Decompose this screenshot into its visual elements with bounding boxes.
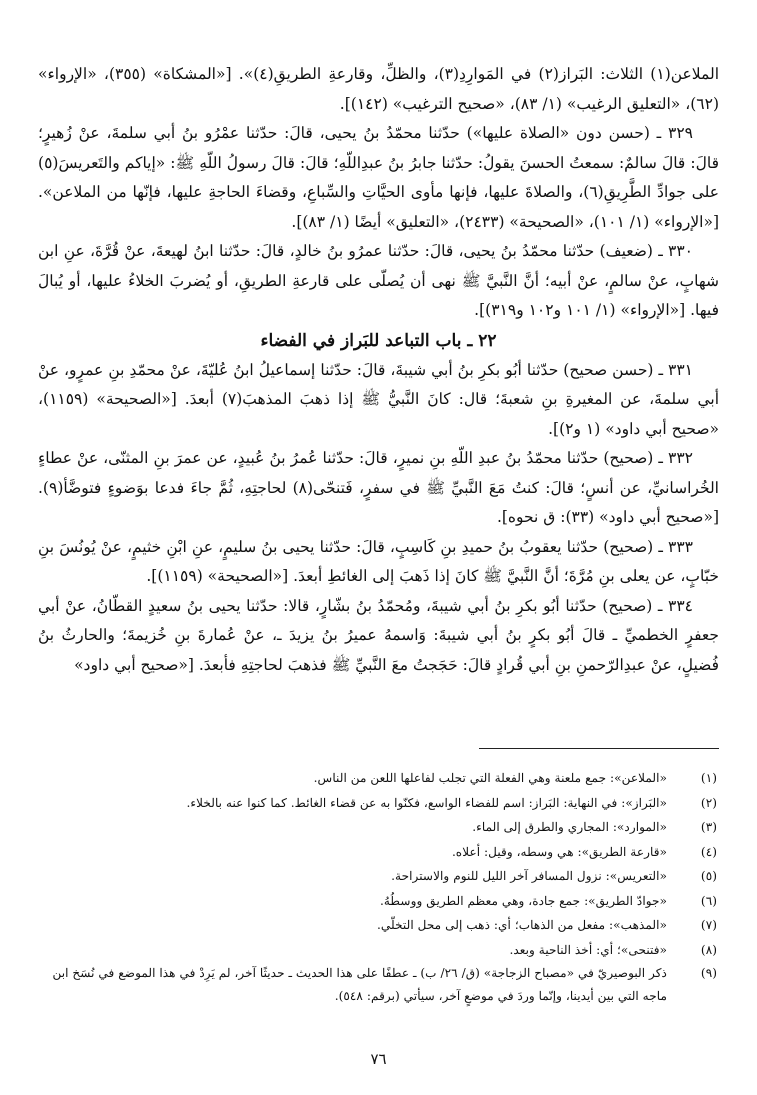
footnote xyxy=(40,962,717,1008)
footnote-number: (٩) xyxy=(700,966,717,980)
footnote-text: «المذهب»: مفعل من الذهاب؛ أي: ذهب إلى محل التخلّي. xyxy=(377,918,667,932)
footnote-text: «جوادّ الطريق»: جمع جادة، وهي معظم الطريق ووسطُهُ. xyxy=(380,893,667,908)
footnote-number: (٥) xyxy=(700,869,717,883)
paragraph-intro: الملاعن(١) الثلاث: البَراز(٢) في المَوارِدِ(٣)، والظلِّ، وقارعةِ الطريقِ(٤)». [«المشكاة» (٣٥٥)، «الإرواء» (٦٢)، «التعليق الرغيب» (١/ ٨٣)، «صحيح الترغيب» (١٤٢)]. xyxy=(38,65,720,113)
footnote xyxy=(40,840,717,865)
footnote-text: «قارعة الطريق»: هي وسطه، وقيل: أعلاه. xyxy=(451,844,667,859)
footnote-number: (٧) xyxy=(700,918,717,932)
footnote-number: (٣) xyxy=(700,820,717,834)
hadith-334: ٣٣٤ ـ (صحيح) حدّثنا أبُو بكرِ بنُ أبي شيبةَ، ومُحمّدُ بنُ بشّارٍ، قالا: حدّثنا يحيى بنُ سعيدٍ القطّانُ، عنْ أبي جعفرٍ الخطميِّ ـ قالَ أبُو بكرٍ بنُ أبي شيبةَ: وَاسمهُ عميرُ بنُ يزيدَ ـ، عنْ عُمارةَ بنِ خُزيمةَ؛ والحارثُ بنُ فُضيلٍ، عنْ عبدِالرّحمنِ بنِ أبي قُرادٍ قالَ: حَجَجتُ معَ النَّبيِّ ﷺ فذهبَ لحاجتِهِ فأبعدَ. [«صحيح أبي داود» xyxy=(38,596,719,674)
main-text xyxy=(38,60,719,680)
page-number: ٧٦ xyxy=(370,1050,387,1068)
footnote-text: «فتنحى»؛ أي: أخذ الناحية وبعد. xyxy=(509,942,667,957)
footnote-text: «الملاعن»: جمع ملعنة وهي الفعلة التي تجلب لفاعلها اللعن من الناس. xyxy=(313,771,667,785)
footnote xyxy=(40,889,717,914)
footnote-text: «التعريس»: نزول المسافر آخر الليل للنوم والاستراحة. xyxy=(391,869,667,883)
footnote-divider xyxy=(479,748,719,749)
footnote xyxy=(40,791,717,816)
footnote-text: ذكر البوصيريّ في «مصباح الزجاجة» (ق/ ٢٦/ ب) ـ عطفًا على هذا الحديث ـ حديثًا آخر، لم يَرِدْ في هذا الموضع في نُسَخ ابن ماجه التي بين أيدينا، وإنّما وردَ في موضعٍ آخر، سيأتي (برقم: ٥٤٨). xyxy=(52,966,667,1003)
hadith-331: ٣٣١ ـ (حسن صحيح) حدّثنا أبُو بكرِ بنُ أبي شيبةَ، قالَ: حدّثنا إسماعيلُ ابنُ عُليّةَ، عنْ محمّدِ بنِ عمرٍو، عنْ أبي سلمةَ، عن المغيرةِ بنِ شعبةَ؛ قال: كانَ النَّبيُّ ﷺ إذا ذهبَ المذهبَ(٧) أبعدَ. [«الصحيحة» (١١٥٩)، «صحيح أبي داود» (١ و٢)]. xyxy=(38,360,719,438)
footnote-text: «البَراز»: في النهاية: البَراز: اسم للفضاء الواسع، فكنّوا به عن قضاء الغائط. كما كنوا عنه بالخلاء. xyxy=(186,795,667,810)
chapter-heading: ٢٢ ـ باب التباعد للبَراز في الفضاء xyxy=(260,330,497,351)
hadith-329: ٣٢٩ ـ (حسن دون «الصلاة عليها») حدّثنا محمّدُ بنُ يحيى، قالَ: حدّثنا عمْرُو بنُ أبي سلمةَ، عنْ زُهيرٍ؛ قالَ: قالَ سالمٌ: سمعتُ الحسنَ يقولُ: حدّثنا جابرُ بنُ عبدِاللّهِ؛ قالَ: قالَ رسولُ اللّهِ ﷺ: «إياكم والتَعريسَ(٥) على جوادِّ الطَّرِيقِ(٦)، والصلاةَ عليها، فإنها مأوى الحيَّاتِ والسِّباعِ، وقضاءَ الحاجةِ عليها، فإنّها من الملاعن». [«الإرواء» (١/ ١٠١)، «الصحيحة» (٢٤٣٣)، «التعليق» أيضًا (١/ ٨٣)]. xyxy=(38,124,719,231)
footnote xyxy=(40,864,717,889)
footnote xyxy=(40,913,717,938)
footnote-number: (٢) xyxy=(700,795,717,810)
footnote xyxy=(40,938,717,963)
hadith-332: ٣٣٢ ـ (صحيح) حدّثنا محمّدُ بنُ عبدِ اللّهِ بنِ نميرٍ، قالَ: حدّثنا عُمرُ بنُ عُبيدٍ، عن عمرَ بنِ المثنّى، عنْ عطاءٍ الخُراسانيِّ، عن أنسٍ؛ قالَ: كنتُ مَعَ النَّبيِّ ﷺ في سفرٍ، فَتنحّى(٨) لحاجتِهِ، ثُمَّ جاءَ فدعا بوَضوءٍ فتوضَّأ(٩). [«صحيح أبي داود» (٣٣): ق نحوه]. xyxy=(38,449,719,526)
hadith-330: ٣٣٠ ـ (ضعيف) حدّثنا محمّدُ بنُ يحيى، قالَ: حدّثنا عمرُو بنُ خالدٍ، قالَ: حدّثنا ابنُ لهيعةَ، عنْ قُرَّةَ، عنِ ابن شهابٍ، عنْ سالمٍ، عنْ أبيه؛ أنَّ النَّبيَّ ﷺ نهى أن يُصلّى على قارعةِ الطريقِ، أو يُضربَ الخلاءُ عليها، أو يُبالَ فيها. [«الإرواء» (١/ ١٠١ و١٠٢ و٣١٩)]. xyxy=(38,242,719,319)
footnote xyxy=(40,766,717,791)
footnote-number: (٦) xyxy=(700,893,717,908)
footnote-number: (٨) xyxy=(700,942,717,957)
footnote-number: (٤) xyxy=(700,844,717,859)
footnotes xyxy=(40,766,717,1008)
footnote-text: «الموارد»: المجاري والطرق إلى الماء. xyxy=(472,820,667,834)
footnote-number: (١) xyxy=(700,771,717,785)
footnote xyxy=(40,815,717,840)
hadith-333: ٣٣٣ ـ (صحيح) حدّثنا يعقوبُ بنُ حميدِ بنِ كَاسِبٍ، قالَ: حدّثنا يحيى بنُ سليمٍ، عنِ ابْنِ خثيمٍ، عنْ يُونُسَ بنِ خبّابٍ، عن يعلى بنِ مُرَّةَ؛ أنَّ النَّبيَّ ﷺ كانَ إذا ذَهبَ إلى الغائطِ أبعدَ. [«الصحيحة» (١١٥٩)]. xyxy=(38,537,719,585)
